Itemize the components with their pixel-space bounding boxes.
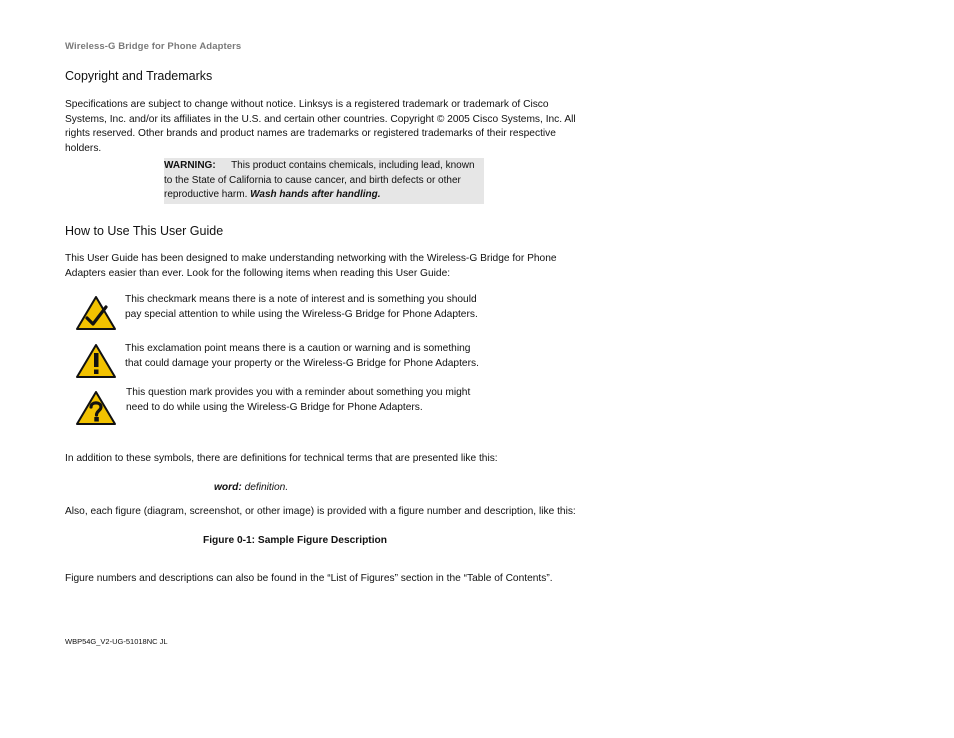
- definition-example: [214, 481, 288, 496]
- figure-sample-caption: Figure 0-1: Sample Figure Description: [203, 535, 387, 546]
- warning-emphasis: Wash hands after handling.: [250, 189, 381, 201]
- checkmark-description: This checkmark means there is a note of interest and is something you should pay special attention to while using the Wireless-G Bridge for Phone Adapters.: [125, 294, 478, 320]
- definitions-intro: In addition to these symbols, there are definitions for technical terms that are presented like this:: [65, 453, 498, 464]
- warning-label: WARNING:: [164, 160, 216, 171]
- copyright-heading: Copyright and Trademarks: [65, 69, 213, 83]
- copyright-paragraph: Specifications are subject to change without notice. Linksys is a registered trademark or trademark of Cisco Systems, Inc. and/or its affiliates in the U.S. and certain other countries. Copyright © 2005 Cisco Systems, Inc. All rights reserved. Other brands and product names are trademarks or registered trademarks of their respective holders.: [65, 99, 576, 154]
- exclamation-icon: [75, 343, 117, 379]
- guide-heading: How to Use This User Guide: [65, 224, 224, 238]
- warning-text: This product contains chemicals, including lead, known to the State of California to cause cancer, and birth defects or other reproductive harm.: [164, 160, 475, 201]
- question-mark-description: This question mark provides you with a reminder about something you might need to do while using the Wireless-G Bridge for Phone Adapters.: [126, 387, 471, 413]
- definition-word: word:: [214, 482, 242, 493]
- running-header: Wireless-G Bridge for Phone Adapters: [65, 41, 242, 52]
- warning-box: [164, 158, 484, 204]
- checkmark-icon: [75, 295, 117, 331]
- figure-outro: Figure numbers and descriptions can also be found in the “List of Figures” section in the “Table of Contents”.: [65, 573, 553, 584]
- figure-intro: Also, each figure (diagram, screenshot, or other image) is provided with a figure number and description, like this:: [65, 506, 576, 517]
- document-id: WBP54G_V2-UG-51018NC JL: [65, 637, 168, 646]
- guide-intro: This User Guide has been designed to make understanding networking with the Wireless-G Bridge for Phone Adapters easier than ever. Look for the following items when reading this User Guide:: [65, 253, 557, 279]
- exclamation-description: This exclamation point means there is a caution or warning and is something that could damage your property or the Wireless-G Bridge for Phone Adapters.: [125, 343, 479, 369]
- question-mark-icon: [75, 390, 117, 426]
- definition-text: definition.: [241, 482, 289, 493]
